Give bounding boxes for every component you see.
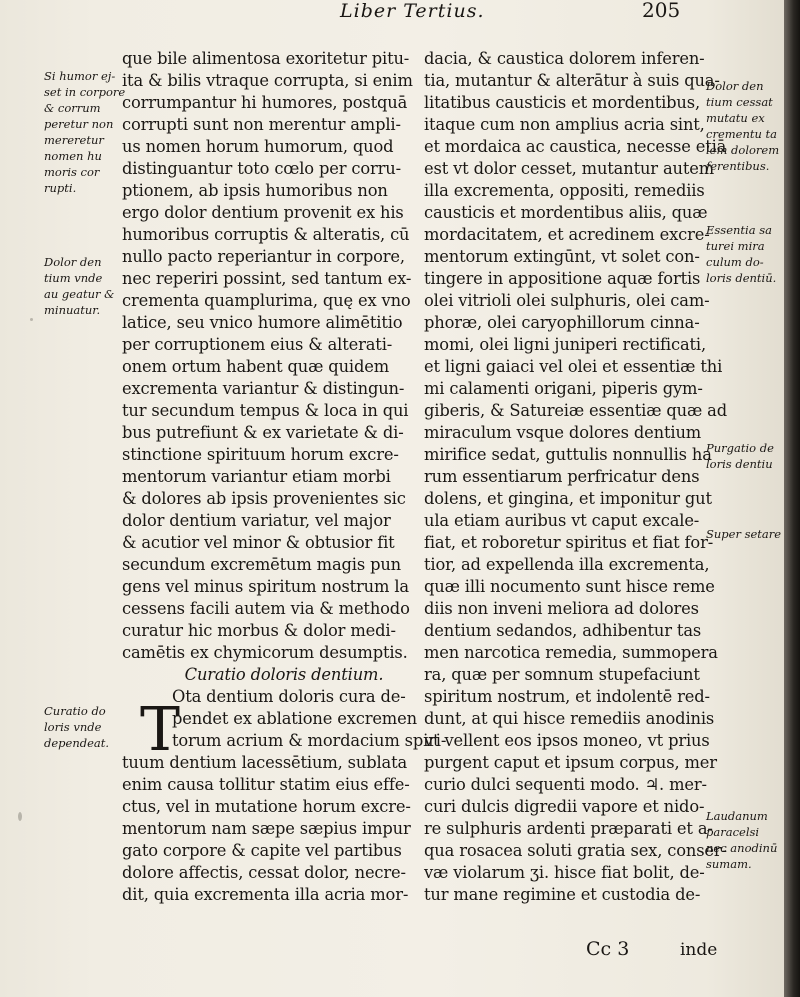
book-binding-edge	[784, 0, 800, 997]
text-line: secundum excremētum magis pun	[122, 555, 402, 574]
text-line: onem ortum habent quæ quidem	[122, 357, 390, 376]
margin-note-line: moris cor	[44, 165, 100, 179]
margin-note-line: minuatur.	[44, 303, 101, 317]
page-number: 205	[642, 0, 681, 22]
right-margin-note	[706, 222, 776, 286]
text-line: tior, ad expellenda illa excrementa,	[424, 555, 710, 574]
margin-note-line: crementu ta	[706, 127, 778, 141]
margin-note-line: nomen hu	[44, 149, 102, 163]
text-line: dunt, at qui hisce remediis anodinis	[424, 709, 715, 728]
text-line: causticis et mordentibus aliis, quæ	[424, 203, 708, 222]
drop-cap-initial: T	[140, 695, 181, 765]
margin-note-line: peretur non	[44, 117, 114, 131]
text-line: olei vitrioli olei sulphuris, olei cam-	[424, 291, 710, 310]
text-line: ra, quæ per somnum stupefaciunt	[424, 665, 700, 684]
text-line: distinguantur toto cœlo per corru-	[122, 159, 401, 178]
text-line: tingere in appositione aquæ fortis	[424, 269, 701, 288]
text-line: spiritum nostrum, et indolentē red-	[424, 687, 710, 706]
text-line: illa excrementa, oppositi, remediis	[424, 181, 705, 200]
text-line: camētis ex chymicorum desumptis.	[122, 643, 408, 662]
margin-note-line: set in corpore	[44, 85, 126, 99]
text-line: crementa quamplurima, quę ex vno	[122, 291, 411, 310]
margin-note-line: Essentia sa	[706, 223, 772, 237]
text-line: pendet ex ablatione excremen	[172, 709, 417, 728]
text-line: dacia, & caustica dolorem inferen-	[424, 49, 705, 68]
text-line: mi calamenti origani, piperis gym-	[424, 379, 703, 398]
text-line: et mordaica ac caustica, necesse etiā	[424, 137, 727, 156]
text-line: purgent caput et ipsum corpus, mer	[424, 753, 717, 772]
text-line: tur mane regimine et custodia de-	[424, 885, 701, 904]
text-line: dentium sedandos, adhibentur tas	[424, 621, 702, 640]
margin-note-line: Dolor den	[706, 79, 764, 93]
margin-note-line: Si humor ej-	[44, 69, 116, 83]
text-line: dolor dentium variatur, vel major	[122, 511, 391, 530]
text-line: re sulphuris ardenti præparati et a-	[424, 819, 713, 838]
margin-note-line: mutatu ex	[706, 111, 765, 125]
text-line: & dolores ab ipsis provenientes sic	[122, 489, 406, 508]
running-title: Liber Tertius.	[340, 0, 485, 22]
margin-note-line: tium vnde	[44, 271, 103, 285]
text-line: dolore affectis, cessat dolor, necre-	[122, 863, 406, 882]
text-line: miraculum vsque dolores dentium	[424, 423, 702, 442]
text-line: tur secundum tempus & loca in qui	[122, 401, 409, 420]
text-line: ula etiam auribus vt caput excale-	[424, 511, 700, 530]
text-line: curio dulci sequenti modo. ♃. mer-	[424, 775, 707, 794]
text-line: momi, olei ligni juniperi rectificati,	[424, 335, 706, 354]
left-text-column	[122, 48, 447, 906]
catchword: inde	[680, 940, 718, 960]
text-line: phoræ, olei caryophillorum cinna-	[424, 313, 700, 332]
text-line: ctus, vel in mutatione horum excre-	[122, 797, 411, 816]
text-line: curi dulcis digredii vapore et nido-	[424, 797, 705, 816]
text-line: est vt dolor cesset, mutantur autem	[424, 159, 715, 178]
text-line: excrementa variantur & distingun-	[122, 379, 405, 398]
text-line: tia, mutantur & alterātur à suis qua-	[424, 71, 720, 90]
margin-note-line: loris vnde	[44, 720, 102, 734]
text-line: men narcotica remedia, summopera	[424, 643, 718, 662]
right-margin-note	[706, 808, 777, 872]
margin-note-line: tium cessat	[706, 95, 773, 109]
text-line: tuum dentium lacessētium, sublata	[122, 753, 408, 772]
text-line: corrupti sunt non merentur ampli-	[122, 115, 401, 134]
text-line: stinctione spirituum horum excre-	[122, 445, 399, 464]
text-line: mentorum variantur etiam morbi	[122, 467, 391, 486]
right-margin-note	[706, 526, 781, 542]
margin-note-line: loris dentiū.	[706, 271, 777, 285]
text-line: fiat, et roboretur spiritus et fiat for-	[424, 533, 714, 552]
text-line: per corruptionem eius & alterati-	[122, 335, 393, 354]
text-line: giberis, & Satureiæ essentiæ quæ ad	[424, 401, 728, 420]
right-margin-note	[706, 78, 779, 174]
margin-note-line: Super setare	[706, 527, 782, 541]
margin-note-line: Curatio do	[44, 704, 106, 718]
text-line: latice, seu vnico humore alimētitio	[122, 313, 403, 332]
text-line: ptionem, ab ipsis humoribus non	[122, 181, 388, 200]
text-line: nullo pacto reperiantur in corpore,	[122, 247, 405, 266]
margin-note-line: rupti.	[44, 181, 77, 195]
margin-note-line: dependeat.	[44, 736, 110, 750]
text-line: quæ illi nocumento sunt hisce reme	[424, 577, 715, 596]
text-line: Ota dentium doloris cura de-	[172, 687, 406, 706]
text-line: mirifice sedat, guttulis nonnullis ha	[424, 445, 712, 464]
text-line: nec reperiri possint, sed tantum ex-	[122, 269, 412, 288]
text-line: & acutior vel minor & obtusior fit	[122, 533, 395, 552]
margin-note-line: paracelsi	[706, 825, 760, 839]
margin-note-line: culum do-	[706, 255, 764, 269]
margin-note-line: nec anodinū	[706, 841, 778, 855]
text-line: itaque cum non amplius acria sint,	[424, 115, 705, 134]
margin-note-line: & corrum	[44, 101, 101, 115]
left-margin-note	[44, 703, 109, 751]
text-line: vt vellent eos ipsos moneo, vt prius	[424, 731, 710, 750]
text-line: ergo dolor dentium provenit ex his	[122, 203, 404, 222]
right-margin-note	[706, 440, 774, 472]
text-line: torum acrium & mordacium spiri-	[172, 731, 447, 750]
text-line: dit, quia excrementa illa acria mor-	[122, 885, 409, 904]
margin-note-line: turei mira	[706, 239, 765, 253]
paper-blemish	[18, 812, 22, 821]
text-line: curatur hic morbus & dolor medi-	[122, 621, 396, 640]
margin-note-line: lem dolorem	[706, 143, 780, 157]
right-text-column	[424, 48, 728, 906]
text-line: cessens facili autem via & methodo	[122, 599, 410, 618]
left-margin-note	[44, 68, 125, 196]
text-line: mentorum nam sæpe sæpius impur	[122, 819, 411, 838]
text-line: humoribus corruptis & alteratis, cū	[122, 225, 410, 244]
text-line: bus putrefiunt & ex varietate & di-	[122, 423, 404, 442]
section-heading: Curatio doloris dentium.	[184, 665, 384, 684]
margin-note-line: Laudanum	[706, 809, 768, 823]
signature-mark: Cc 3	[586, 938, 630, 960]
text-line: væ violarum ʒi. hisce fiat bolit, de-	[424, 863, 705, 882]
margin-note-line: mereretur	[44, 133, 104, 147]
text-line: mordacitatem, et acredinem excre-	[424, 225, 710, 244]
text-line: litatibus causticis et mordentibus,	[424, 93, 700, 112]
text-line: dolens, et gingina, et imponitur gut	[424, 489, 712, 508]
text-line: enim causa tollitur statim eius effe-	[122, 775, 410, 794]
margin-note-line: Purgatio de	[706, 441, 774, 455]
text-line: qua rosacea soluti gratia sex, conser-	[424, 841, 727, 860]
text-line: mentorum extingūnt, vt solet con-	[424, 247, 700, 266]
paper-blemish	[30, 318, 33, 321]
left-margin-note	[44, 254, 114, 318]
text-line: gato corpore & capite vel partibus	[122, 841, 402, 860]
text-line: diis non inveni meliora ad dolores	[424, 599, 699, 618]
text-line: et ligni gaiaci vel olei et essentiæ thi	[424, 357, 723, 376]
page-footer	[424, 938, 718, 964]
text-line: us nomen horum humorum, quod	[122, 137, 394, 156]
text-line: ita & bilis vtraque corrupta, si enim	[122, 71, 413, 90]
margin-note-line: Dolor den	[44, 255, 102, 269]
text-line: corrumpantur hi humores, postquā	[122, 93, 408, 112]
text-line: gens vel minus spiritum nostrum la	[122, 577, 409, 596]
text-line: que bile alimentosa exoritetur pitu-	[122, 49, 410, 68]
margin-note-line: ferentibus.	[706, 159, 770, 173]
margin-note-line: loris dentiu	[706, 457, 773, 471]
margin-note-line: au geatur &	[44, 287, 115, 301]
text-line: rum essentiarum perfricatur dens	[424, 467, 700, 486]
margin-note-line: sumam.	[706, 857, 752, 871]
